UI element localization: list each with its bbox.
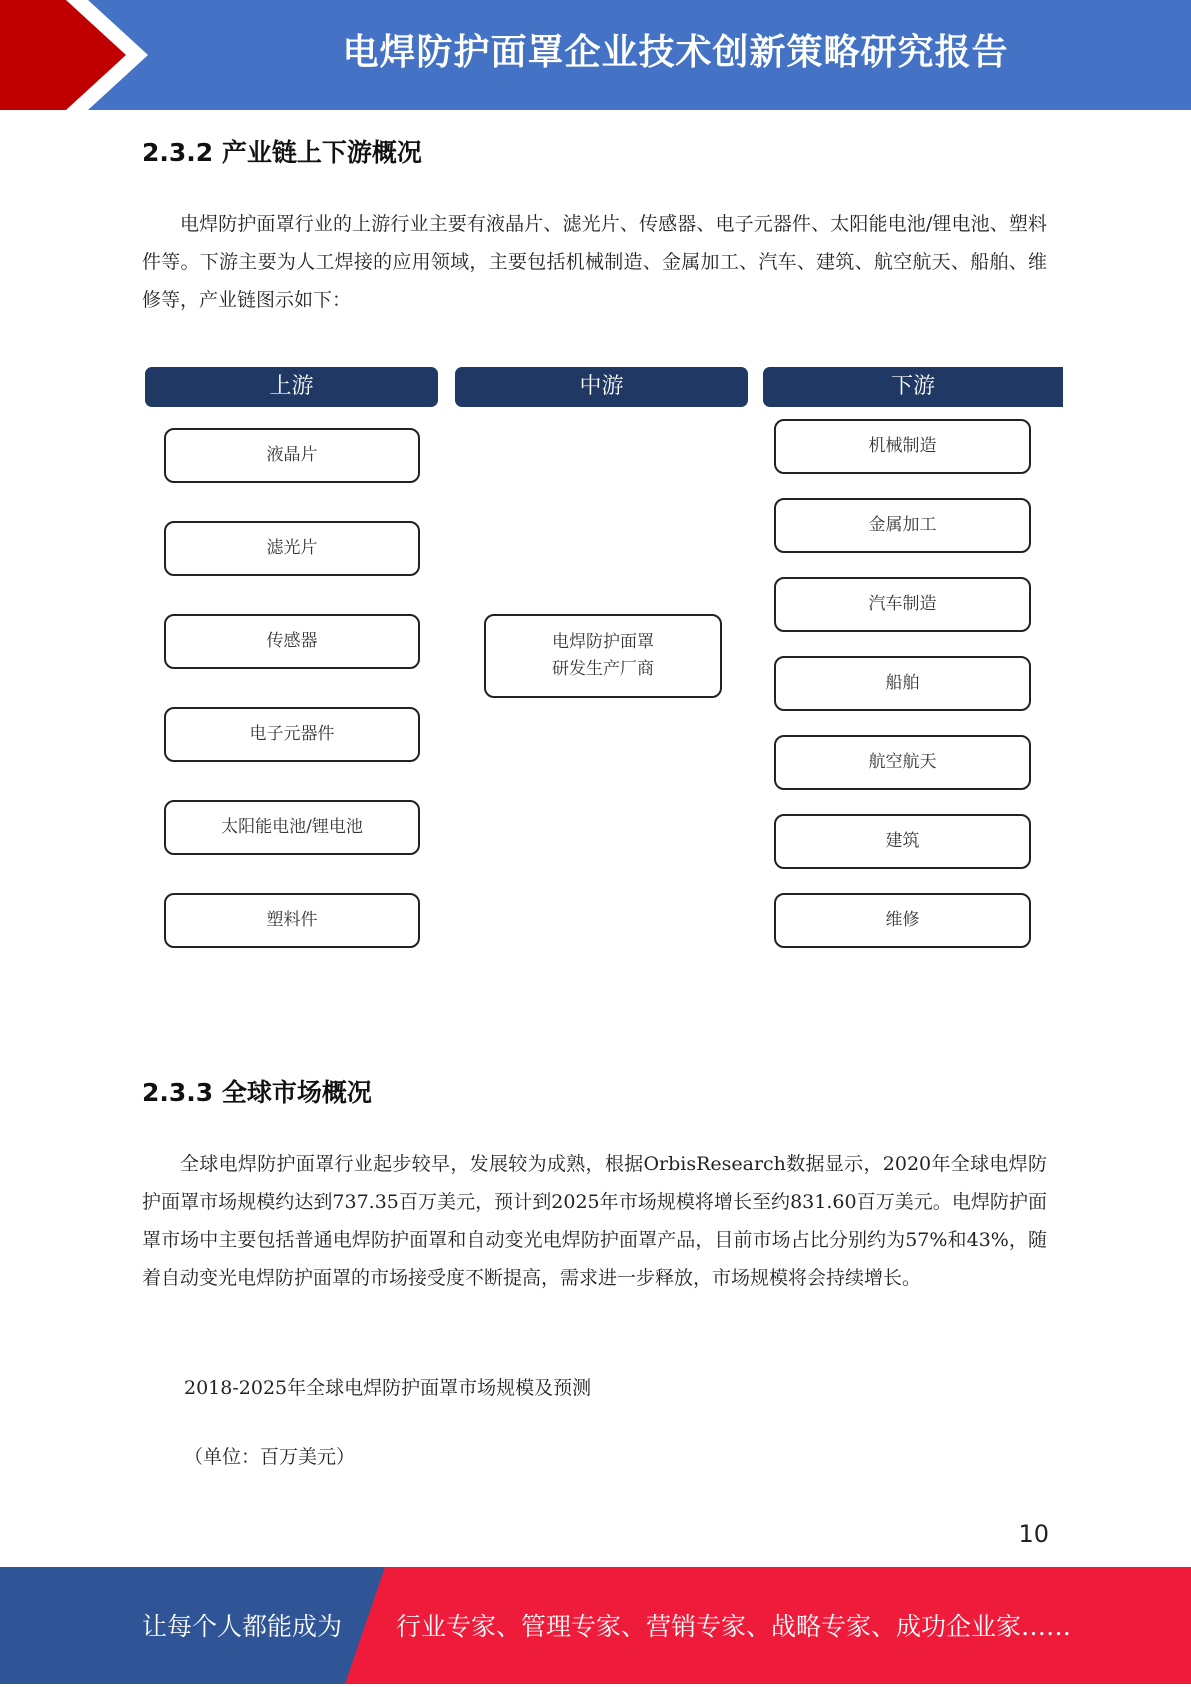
downstream-header: 下游	[763, 367, 1063, 407]
figure-title: 2018-2025年全球电焊防护面罩市场规模及预测	[184, 1377, 592, 1399]
upstream-item: 太阳能电池/锂电池	[164, 800, 420, 855]
section-heading-232: 2.3.2 产业链上下游概况	[142, 138, 422, 167]
industry-chain-diagram	[140, 360, 1060, 960]
midstream-header: 中游	[455, 367, 748, 407]
midstream-line: 研发生产厂商	[552, 659, 654, 679]
downstream-item: 维修	[774, 893, 1031, 948]
page-number: 10	[1018, 1520, 1049, 1548]
upstream-item: 传感器	[164, 614, 420, 669]
downstream-item: 金属加工	[774, 498, 1031, 553]
downstream-item: 建筑	[774, 814, 1031, 869]
downstream-item: 航空航天	[774, 735, 1031, 790]
upstream-item: 液晶片	[164, 428, 420, 483]
page-header	[0, 0, 1191, 110]
midstream-manufacturer-box	[484, 614, 722, 698]
figure-unit: （单位：百万美元）	[184, 1446, 356, 1468]
upstream-item: 塑料件	[164, 893, 420, 948]
report-title: 电焊防护面罩企业技术创新策略研究报告	[342, 32, 1009, 73]
midstream-line: 电焊防护面罩	[552, 632, 654, 652]
section-paragraph-233: 全球电焊防护面罩行业起步较早，发展较为成熟，根据OrbisResearch数据显示，2020年全球电焊防护面罩市场规模约达到737.35百万美元，预计到2025年市场规模将增长至约831.60百万美元。电焊防护面罩市场中主要包括普通电焊防护面罩和自动变光电焊防护面罩产品，目前市场占比分别约为57%和43%，随着自动变光电焊防护面罩的市场接受度不断提高，需求进一步释放，市场规模将会持续增长。	[142, 1153, 1047, 1289]
upstream-header: 上游	[145, 367, 438, 407]
upstream-item: 滤光片	[164, 521, 420, 576]
page-footer	[0, 1567, 1191, 1684]
footer-slogan-left: 让每个人都能成为	[142, 1612, 343, 1641]
section-paragraph-232: 电焊防护面罩行业的上游行业主要有液晶片、滤光片、传感器、电子元器件、太阳能电池/锂电池、塑料件等。下游主要为人工焊接的应用领域，主要包括机械制造、金属加工、汽车、建筑、航空航天、船舶、维修等，产业链图示如下：	[142, 213, 1047, 311]
downstream-item: 船舶	[774, 656, 1031, 711]
downstream-item: 汽车制造	[774, 577, 1031, 632]
upstream-item: 电子元器件	[164, 707, 420, 762]
downstream-item: 机械制造	[774, 419, 1031, 474]
footer-slogan-right: 行业专家、管理专家、营销专家、战略专家、成功企业家……	[396, 1612, 1072, 1641]
section-heading-233: 2.3.3 全球市场概况	[142, 1078, 372, 1107]
header-chevron-decoration	[0, 0, 160, 110]
